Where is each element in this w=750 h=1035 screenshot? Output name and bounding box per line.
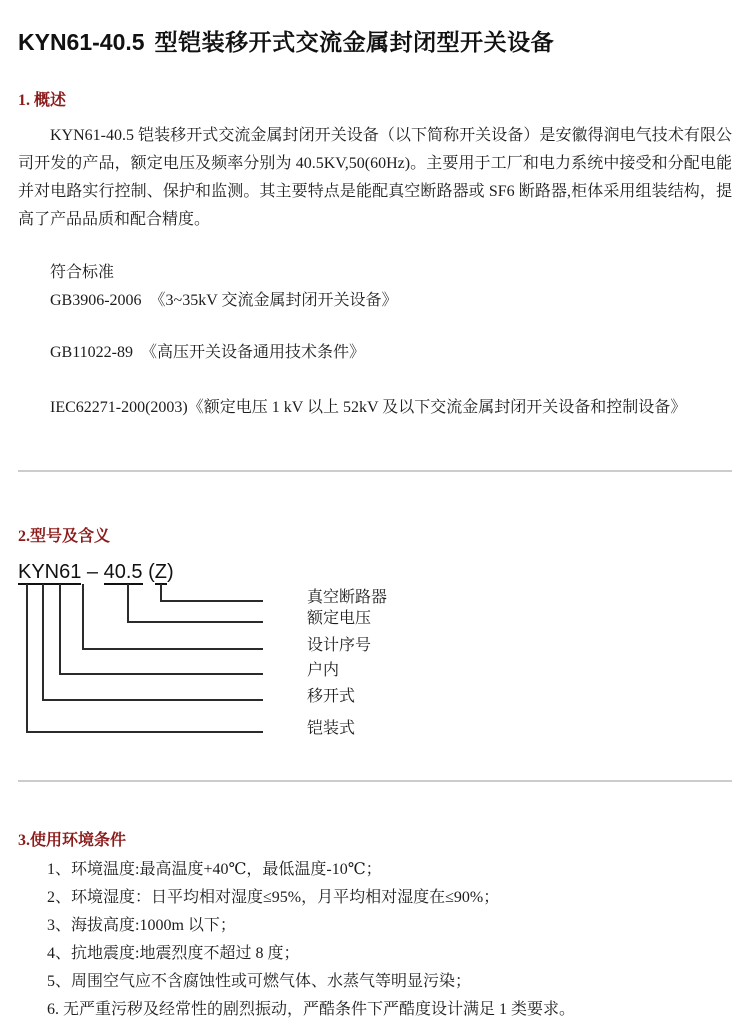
- diagram-label-vacuum-breaker: 真空断路器: [307, 589, 388, 606]
- formula-series-code: KYN61: [18, 561, 82, 583]
- standard-line-gb11022: GB11022-89 《高压开关设备通用技术条件》: [50, 344, 365, 361]
- diagram-label-indoor: 户内: [307, 662, 340, 679]
- env-condition-item-2: 2、环境湿度：日平均相对湿度≤95%，月平均相对湿度在≤90%；: [47, 889, 500, 906]
- diagram-label-withdrawable: 移开式: [307, 688, 356, 705]
- page-title: [18, 28, 732, 56]
- env-condition-item-6: 6. 无严重污秽及经常性的剧烈振动，严酷条件下严酷度设计满足 1 类要求。: [47, 1001, 576, 1018]
- diagram-label-armored: 铠装式: [307, 720, 356, 737]
- model-meaning-diagram: [18, 560, 732, 745]
- formula-voltage-code: 40.5: [103, 561, 143, 583]
- env-condition-item-4: 4、抗地震度:地震烈度不超过 8 度；: [47, 945, 300, 962]
- section-divider-1: [18, 470, 732, 472]
- standard-line-iec62271: IEC62271-200(2003)《额定电压 1 kV 以上 52kV 及以下交流金属封闭开关设备和控制设备》: [50, 399, 687, 416]
- diagram-label-rated-voltage: 额定电压: [307, 610, 372, 627]
- diagram-label-design-number: 设计序号: [307, 637, 372, 654]
- standards-title: 符合标准: [50, 264, 115, 281]
- section-2-heading: 2.型号及含义: [18, 528, 111, 545]
- document-page: [0, 28, 750, 1035]
- formula-paren-open: (: [142, 561, 155, 583]
- connector-line-armored: [26, 584, 263, 733]
- standard-line-gb3906: GB3906-2006 《3~35kV 交流金属封闭开关设备》: [50, 292, 398, 309]
- model-formula: [18, 560, 174, 584]
- section-1-heading: 1. 概述: [18, 92, 67, 109]
- page-title-suffix: 型铠装移开式交流金属封闭型开关设备: [154, 29, 555, 55]
- section-3-heading: 3.使用环境条件: [18, 832, 127, 849]
- standards-block: [18, 259, 732, 315]
- env-condition-item-1: 1、环境温度:最高温度+40℃，最低温度-10℃；: [47, 861, 382, 878]
- env-condition-item-3: 3、海拔高度:1000m 以下；: [47, 917, 236, 934]
- env-condition-item-5: 5、周围空气应不含腐蚀性或可燃气体、水蒸气等明显污染；: [47, 973, 472, 990]
- formula-paren-close: ): [167, 561, 174, 583]
- environment-conditions-list: [18, 856, 732, 1024]
- product-model: KYN61-40.5: [18, 29, 145, 55]
- formula-breaker-code: Z: [154, 561, 167, 583]
- section-divider-2: [18, 780, 732, 782]
- overview-paragraph: KYN61-40.5 铠装移开式交流金属封闭开关设备（以下简称开关设备）是安徽得润电气技术有限公司开发的产品，额定电压及频率分别为 40.5KV,50(60Hz)。主要用于工厂和电力系统中接受和分配电能并对电路实行控制、保护和监测。其主要特点是能配真空断路器或 SF6 断路器,柜体采用组装结构，提高了产品品质和配合精度。: [18, 127, 732, 228]
- formula-dash: –: [81, 561, 104, 583]
